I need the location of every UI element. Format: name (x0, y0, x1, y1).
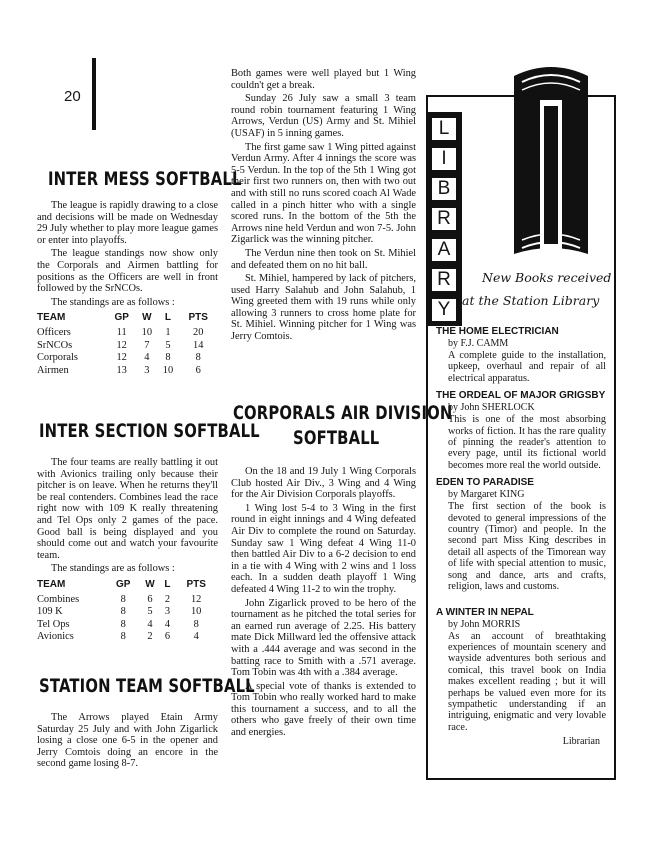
table-row (37, 619, 218, 632)
inter-mess-standings-table (37, 312, 218, 377)
col-l: L (164, 312, 171, 324)
w-cell: 4 (147, 618, 153, 630)
book-title: EDEN TO PARADISE (436, 477, 534, 489)
table-row (37, 340, 218, 353)
gp-cell: 8 (120, 618, 126, 630)
pts-cell: 8 (195, 352, 201, 364)
team-cell: SrNCOs (37, 339, 73, 351)
l-cell: 1 (165, 326, 171, 338)
gp-cell: 12 (116, 339, 127, 351)
middle-para1: Both games were well played but 1 Wing couldn't get a break. (231, 68, 416, 91)
col-pts: PTS (186, 578, 206, 590)
inter-mess-para1: The league is rapidly drawing to a close and decisions will be made on Wednesday 29 July whether to play more league games or enter into playoffs. (37, 200, 218, 246)
list-item (436, 390, 606, 471)
station-team-article (37, 712, 218, 772)
book-author: by F.J. CAMM (448, 338, 509, 349)
w-cell: 3 (144, 364, 150, 376)
col-team: TEAM (37, 578, 66, 590)
list-item (436, 607, 606, 734)
team-cell: Avionics (37, 631, 74, 643)
table-header-row (37, 312, 218, 327)
col-team: TEAM (37, 312, 66, 324)
inter-section-headline: INTER SECTION SOFTBALL (39, 420, 260, 442)
station-team-para1: The Arrows played Etain Army Saturday 25 July and with John Zigarlick losing a close one 6-5 in the opener and Jerry Comtois doing an encore in the second game losing 8-7. (37, 712, 218, 770)
w-cell: 6 (147, 593, 153, 605)
team-cell: Corporals (37, 352, 78, 364)
book-illustration (508, 56, 594, 266)
inter-section-para1: The four teams are really battling it out with Avionics trailing only because their pitcher is on leave. When he returns they'll be real contenders. Combines lead the race right now with 109 K really threatening and Tel Ops only 2 games of the pace. Good ball is being displayed and you should come out and watch your favourite team. (37, 457, 218, 561)
book-title: THE HOME ELECTRICIAN (436, 326, 559, 337)
l-cell: 10 (162, 364, 174, 376)
page-number: 20 (64, 88, 81, 105)
col-gp: GP (115, 578, 131, 590)
col-w: W (142, 312, 152, 324)
book-title: A WINTER IN NEPAL (436, 606, 534, 618)
gp-cell: 13 (116, 364, 127, 376)
inter-mess-para2: The league standings now show only the Corporals and Airmen battling for positions as the Officers are well in front followed by the SrNCOs. (37, 248, 218, 295)
table-row (37, 352, 218, 365)
book-author: by John MORRIS (448, 618, 521, 630)
gp-cell: 12 (116, 352, 127, 364)
middle-para2: Sunday 26 July saw a small 3 team round robin tournament featuring 1 Wing Arrows, Verdun (US) Army and St. Mihiel (USAF) in 5 inning games. (231, 93, 416, 139)
col-pts: PTS (188, 312, 208, 324)
table-row (37, 594, 218, 607)
w-cell: 2 (147, 631, 153, 643)
l-cell: 4 (164, 618, 171, 630)
middle-para5: St. Mihiel, hampered by lack of pitchers, used Harry Salahub and John Salahub, 1 Wing greeted them with 19 runs while only allowing 3 runners to cross home plate for St. Mihiel. Winning pitcher for 1 Wing was Jerry Comtois. (231, 273, 416, 343)
book-description: As an account of breathtaking experiences of mountain scenery and wayside adventures both serious and comical, this travel book on India makes excellent reading ; but it will perhaps be valued even more for its sympathetic understanding if an intriguing, enigmatic and very lovable race. (448, 630, 606, 733)
pts-cell: 8 (193, 618, 199, 630)
w-cell: 5 (147, 606, 153, 618)
team-cell: Officers (37, 326, 71, 338)
corporals-para3: John Zigarlick proved to be hero of the tournament as he pitched the total series for an earned run average of 2.25. His battery mate Dick Millward led the offensive attack with a .444 average and was second in the batting race to Smith with a .571 average. Tom Tobin was 4th with a .384 average. (231, 597, 416, 679)
team-cell: 109 K (37, 606, 63, 618)
station-team-continued (231, 68, 416, 345)
inter-mess-para3: The standings are as follows : (51, 296, 175, 308)
middle-para3: The first game saw 1 Wing pitted against Verdun Army. After 4 innings the score was 5-5 Verdun. In the top of the 5th 1 Wing got their first two runners on, then with two out and with still no runs scored coach Al Wade called in a pinch hitter who with a single scored runs. In the bottom of the 5th the Arrows nine held Verdun and won 7-5. John Zigarlick was the winning pitcher. (231, 141, 416, 246)
col-w: W (145, 578, 155, 590)
l-cell: 2 (164, 593, 171, 605)
book-title: THE ORDEAL OF MAJOR GRIGSBY (436, 390, 606, 402)
table-row (37, 365, 218, 378)
book-description: A complete guide to the installation, upkeep, overhaul and repair of all electrical apparatus. (448, 350, 606, 384)
library-letter-r: R (431, 207, 457, 231)
corporals-headline-line2: SOFTBALL (293, 427, 380, 449)
corporals-para2: 1 Wing lost 5-4 to 3 Wing in the first round in eight innings and 4 Wing defeated Air Div to complete the round on Saturday. Sunday saw 1 Wing defeat 4 Wing 11-0 then battled Air Div to a 6-2 decision to end in a tie with 4 Wing with 2 wins and 1 loss each. In a sudden death playoff 1 Wing defeated 4 Wing 11-2 to win the trophy. (231, 502, 416, 595)
middle-para4: The Verdun nine then took on St. Mihiel and defeated them on no hit ball. (231, 247, 416, 271)
inter-section-article (37, 457, 218, 644)
w-cell: 10 (141, 326, 153, 338)
l-cell: 5 (165, 339, 171, 351)
book-list (436, 322, 606, 748)
inter-section-para2: The standings are as follows : (51, 563, 175, 575)
library-letter-l: L (431, 117, 457, 141)
header-rule (92, 58, 96, 130)
col-l: L (164, 578, 171, 590)
gp-cell: 8 (120, 593, 126, 605)
w-cell: 7 (144, 339, 150, 351)
table-header-row (37, 579, 218, 594)
librarian-signature: Librarian (562, 736, 600, 748)
library-subtitle-line1: New Books received (482, 270, 612, 285)
l-cell: 8 (165, 352, 171, 364)
inter-mess-article (37, 200, 218, 377)
library-subtitle-line2: at the Station Library (462, 293, 600, 308)
table-row (37, 327, 218, 340)
pts-cell: 14 (193, 339, 204, 351)
book-description: The first section of the book is devoted to general impressions of the country (Timor) and people. In the second part Miss King describes in detail all aspects of the Timorean way of life with special attention to music, song and dance, arts and crafts, religion, laws and customs. (448, 501, 606, 593)
pts-cell: 4 (193, 631, 199, 643)
list-item (436, 326, 606, 384)
gp-cell: 8 (120, 631, 126, 643)
corporals-headline-line1: CORPORALS AIR DIVISION (233, 402, 453, 424)
pts-cell: 10 (190, 606, 202, 618)
book-description: This is one of the most absorbing works of fiction. It has the rare quality of pinning the reader's attention to every page, until its fictional world becomes more real the world outside. (448, 414, 606, 471)
gp-cell: 8 (120, 606, 126, 618)
w-cell: 4 (144, 352, 150, 364)
inter-mess-headline: INTER MESS SOFTBALL (48, 168, 242, 190)
gp-cell: 11 (116, 326, 127, 338)
table-row (37, 606, 218, 619)
pts-cell: 6 (195, 364, 201, 376)
table-row (37, 631, 218, 644)
library-letter-y: Y (431, 298, 457, 322)
library-letter-i: I (431, 147, 457, 171)
col-gp: GP (114, 312, 129, 324)
l-cell: 3 (164, 606, 171, 618)
l-cell: 6 (164, 631, 171, 643)
list-item (436, 477, 606, 592)
library-letter-b: B (431, 177, 457, 201)
corporals-para1: On the 18 and 19 July 1 Wing Corporals Club hosted Air Div., 3 Wing and 4 Wing for the Air Division Corporals playoffs. (231, 466, 416, 501)
station-team-headline: STATION TEAM SOFTBALL (39, 675, 255, 697)
pts-cell: 20 (193, 326, 204, 338)
team-cell: Airmen (37, 364, 69, 376)
corporals-article (231, 466, 416, 741)
book-author: by John SHERLOCK (448, 402, 535, 414)
corporals-para4: A special vote of thanks is extended to Tom Tobin who really worked hard to make this tournament a success, and to all the others who gave freely of their own time and energies. (231, 680, 416, 739)
team-cell: Combines (37, 593, 80, 605)
library-letter-r2: R (431, 268, 457, 292)
team-cell: Tel Ops (37, 618, 70, 630)
pts-cell: 12 (190, 593, 202, 605)
book-author: by Margaret KING (448, 489, 525, 501)
library-letter-a: A (431, 238, 457, 262)
inter-section-standings-table (37, 579, 218, 644)
